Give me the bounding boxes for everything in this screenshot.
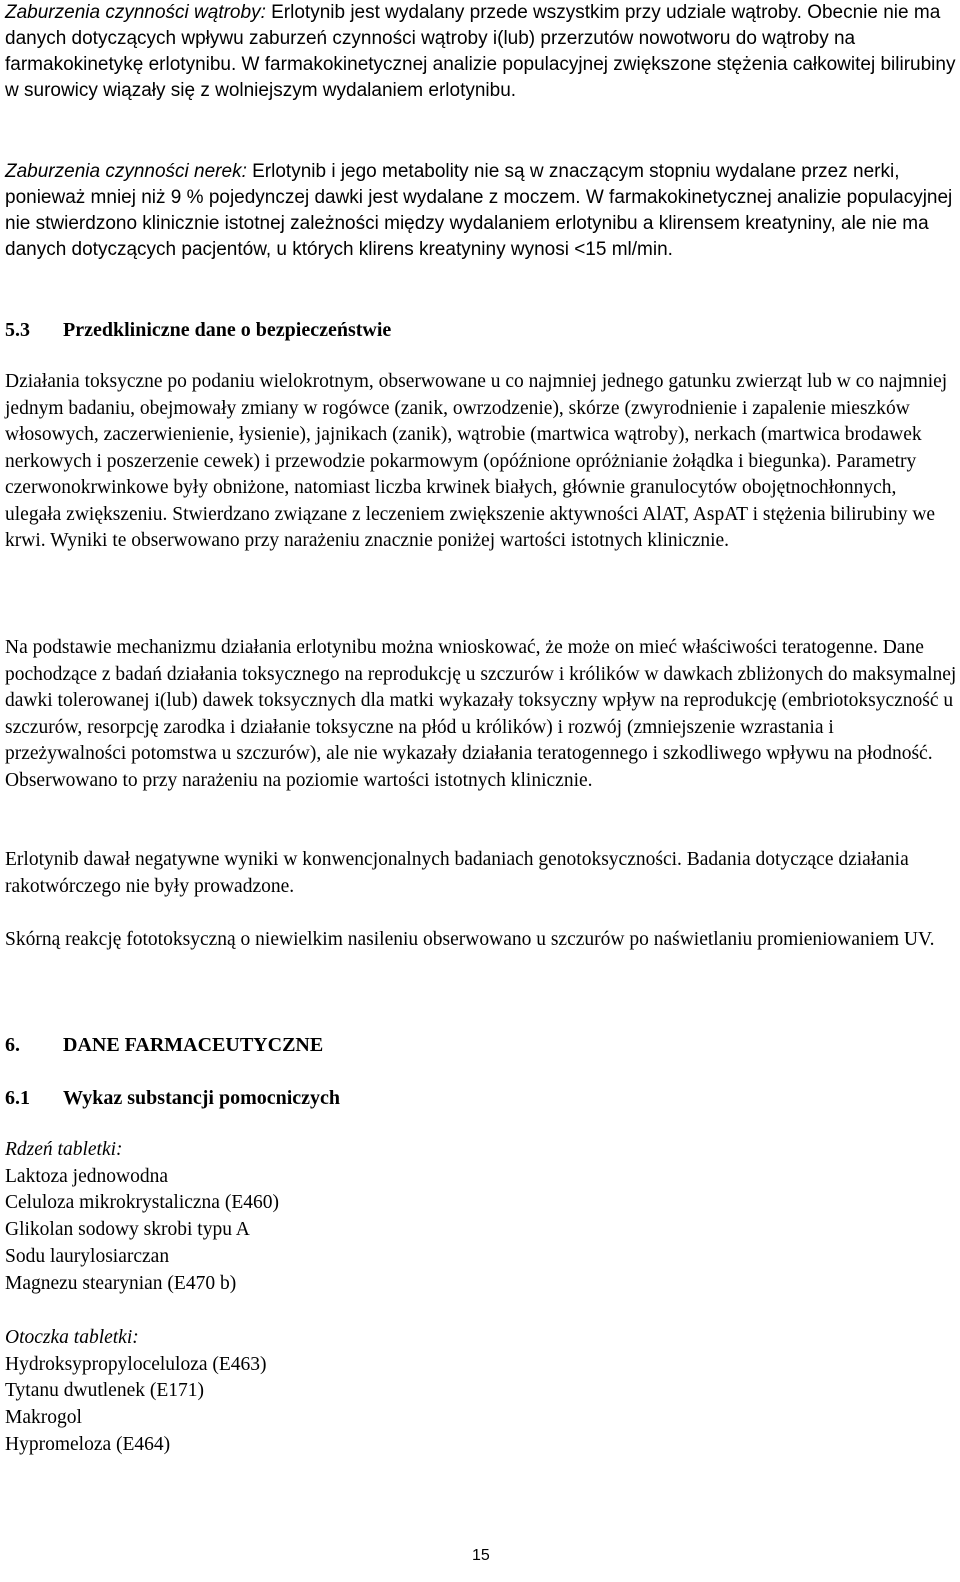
list-item: Makrogol xyxy=(5,1407,82,1429)
list-item: Laktoza jednowodna xyxy=(5,1165,168,1187)
section-6-1-title: Wykaz substancji pomocniczych xyxy=(63,1087,341,1109)
section-6-heading xyxy=(5,1034,323,1057)
renal-text: Erlotynib i jego metabolity nie są w znaczącym stopniu wydalane przez nerki, ponieważ mniej niż 9 % pojedynczej dawki jest wydalane z moczem. W farmakokinetycznej analizie populacyjnej nie stwierdzono klinicznie istotnej zależności między wydalaniem erlotynibu a klirensem kreatyniny, ale nie ma danych dotyczących pacjentów, u których klirens kreatyniny wynosi <15 ml/min. xyxy=(5,161,953,260)
tablet-coating-list xyxy=(5,1325,267,1459)
page-number: 15 xyxy=(472,1547,490,1564)
section-6-1-heading xyxy=(5,1087,340,1110)
section-6-title: DANE FARMACEUTYCZNE xyxy=(63,1034,324,1056)
list-item: Hypromeloza (E464) xyxy=(5,1433,171,1455)
list-item: Magnezu stearynian (E470 b) xyxy=(5,1272,237,1294)
section-6-number: 6. xyxy=(5,1034,20,1056)
list-item: Hydroksypropyloceluloza (E463) xyxy=(5,1353,267,1375)
renal-impairment-paragraph xyxy=(5,159,957,263)
section-5-3-heading xyxy=(5,319,391,342)
toxicity-paragraph: Działania toksyczne po podaniu wielokrotnym, obserwowane u co najmniej jednego gatunku zwierząt lub w co najmniej jednym badaniu, obejmowały zmiany w rogówce (zanik, owrzodzenie), skórze (zwyrodnienie i zapalenie mieszków włosowych, zaczerwienienie, łysienie), jajnikach (zanik), wątrobie (martwica wątroby), nerkach (martwica brodawek nerkowych i poszerzenie cewek) i przewodzie pokarmowym (opóźnione opróżnianie żołądka i biegunka). Parametry czerwonokrwinkowe były obniżone, natomiast liczba krwinek białych, głównie granulocytów obojętnochłonnych, ulegała zwiększeniu. Stwierdzano związane z leczeniem zwiększenie aktywności AlAT, AspAT i stężenia bilirubiny we krwi. Wyniki te obserwowano przy narażeniu znacznie poniżej wartości istotnych klinicznie. xyxy=(5,371,948,551)
list-item: Glikolan sodowy skrobi typu A xyxy=(5,1219,250,1241)
list-item: Sodu laurylosiarczan xyxy=(5,1245,170,1267)
genotoxicity-paragraph: Erlotynib dawał negatywne wyniki w konwencjonalnych badaniach genotoksyczności. Badania dotyczące działania rakotwórczego nie były prowadzone. xyxy=(5,849,909,897)
hepatic-impairment-paragraph xyxy=(5,0,957,104)
tablet-core-label: Rdzeń tabletki: xyxy=(5,1139,123,1160)
tablet-core-list xyxy=(5,1137,279,1297)
list-item: Tytanu dwutlenek (E171) xyxy=(5,1380,204,1402)
section-5-3-number: 5.3 xyxy=(5,319,30,341)
renal-label: Zaburzenia czynności nerek: xyxy=(5,161,247,182)
teratogenicity-paragraph: Na podstawie mechanizmu działania erlotynibu można wnioskować, że może on mieć właściwości teratogenne. Dane pochodzące z badań działania toksycznego na reprodukcję u szczurów i królików w dawkach zbliżonych do maksymalnej dawki tolerowanej i(lub) dawek toksycznych dla matki wykazały toksyczny wpływ na reprodukcję (embriotoksyczność u szczurów, resorpcję zarodka i działanie toksyczne na płód u królików) i rozwój (zmniejszenie wzrastania i przeżywalności potomstwa u szczurów), ale nie wykazały działania teratogennego i szkodliwego wpływu na płodność. Obserwowano to przy narażeniu na poziomie wartości istotnych klinicznie. xyxy=(5,637,957,791)
section-5-3-title: Przedkliniczne dane o bezpieczeństwie xyxy=(63,319,392,341)
tablet-coating-label: Otoczka tabletki: xyxy=(5,1327,139,1348)
hepatic-text: Erlotynib jest wydalany przede wszystkim przy udziale wątroby. Obecnie nie ma danych dotyczących wpływu zaburzeń czynności wątroby i(lub) przerzutów nowotworu do wątroby na farmakokinetykę erlotynibu. W farmakokinetycznej analizie populacyjnej zwiększone stężenia całkowitej bilirubiny w surowicy wiązały się z wolniejszym wydalaniem erlotynibu. xyxy=(5,2,956,101)
hepatic-label: Zaburzenia czynności wątroby: xyxy=(5,2,266,23)
section-6-1-number: 6.1 xyxy=(5,1087,30,1109)
phototoxicity-paragraph: Skórną reakcję fototoksyczną o niewielkim nasileniu obserwowano u szczurów po naświetlaniu promieniowaniem UV. xyxy=(5,929,935,950)
list-item: Celuloza mikrokrystaliczna (E460) xyxy=(5,1192,279,1214)
